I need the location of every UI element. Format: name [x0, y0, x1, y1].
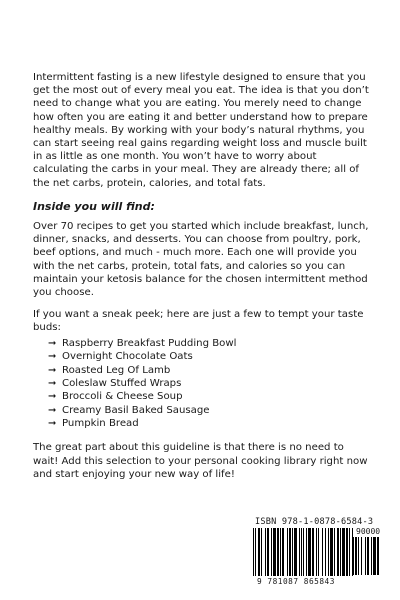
list-item: [48, 377, 369, 390]
price-code: 90000: [356, 527, 381, 536]
barcode-bar: [308, 528, 311, 576]
barcode-bar: [303, 528, 304, 576]
right-arrow-icon: ➞: [48, 404, 57, 416]
barcode-bar: [361, 537, 362, 575]
barcode-bar: [342, 528, 345, 576]
ean-barcode-bars: [253, 528, 353, 576]
list-item: [48, 363, 369, 376]
barcode-bar: [301, 528, 302, 576]
sneak-peek-paragraph: If you want a sneak peek; here are just a few to tempt your taste buds:: [33, 309, 364, 334]
barcode-bar: [318, 528, 319, 576]
price-barcode-bars: [353, 537, 383, 577]
list-item: [48, 404, 369, 417]
isbn-barcode: [249, 513, 386, 587]
barcode-bar: [258, 528, 260, 576]
barcode-bar: [253, 528, 254, 576]
right-arrow-icon: ➞: [48, 418, 57, 430]
barcode-bar: [271, 528, 272, 576]
closing-paragraph: The great part about this guideline is that there is no need to wait! Add this selection to your personal cooking library right now and start enjoying your new way of life!: [33, 442, 368, 480]
right-arrow-icon: ➞: [48, 337, 57, 349]
blurb: [33, 71, 369, 481]
list-item-label: Roasted Leg Of Lamb: [62, 364, 171, 376]
list-item-label: Broccoli & Cheese Soup: [62, 391, 183, 403]
barcode-bar: [325, 528, 326, 576]
recipes-paragraph: Over 70 recipes to get you started which include breakfast, lunch, dinner, snacks, and desserts. You can choose from poultry, pork, beef options, and much - much more. Each one will provide you with the net carbs, protein, total fats, and calories so you can maintain your ketosis balance for the chosen intermittent method you choose.: [33, 221, 369, 299]
barcode-bar: [267, 528, 269, 576]
list-item-label: Pumpkin Bread: [62, 418, 139, 430]
barcode-bar: [337, 528, 339, 576]
barcode-bar: [371, 537, 372, 575]
barcode-bar: [287, 528, 288, 576]
barcode-bar: [289, 528, 291, 576]
right-arrow-icon: ➞: [48, 351, 57, 363]
barcode-bar: [255, 528, 256, 576]
isbn-label: ISBN 978-1-0878-6584-3: [255, 517, 374, 527]
barcode-bar: [312, 528, 314, 576]
list-item: [48, 417, 369, 430]
barcode-bar: [334, 528, 335, 576]
barcode-bar: [265, 528, 266, 576]
right-arrow-icon: ➞: [48, 377, 57, 389]
barcode-bar: [358, 537, 359, 575]
barcode-bar: [328, 528, 329, 576]
barcode-bar: [322, 528, 323, 576]
barcode-bar: [330, 528, 333, 576]
barcode-digits: 9 781087 865843: [257, 577, 335, 586]
recipe-list: [33, 337, 369, 431]
barcode-bar: [365, 537, 366, 575]
list-item: [48, 390, 369, 403]
barcode-bar: [346, 528, 348, 576]
barcode-bar: [373, 537, 376, 575]
intro-paragraph: Intermittent fasting is a new lifestyle designed to ensure that you get the most out of every meal you eat. The idea is that you don’t need to change what you are eating. You merely need to change how often you are eating it and better understand how to prepare healthy meals. By working with your body’s natural rhythms, you can start seeing real gains regarding weight loss and muscle built in as little as one month. You won’t have to worry about calculating the carbs in your meal. They are already there; all of the net carbs, protein, calories, and total fats.: [33, 72, 369, 189]
list-item-label: Overnight Chocolate Oats: [62, 351, 193, 363]
right-arrow-icon: ➞: [48, 391, 57, 403]
barcode-bar: [306, 528, 307, 576]
list-item: [48, 337, 369, 350]
barcode-bar: [280, 528, 281, 576]
barcode-bar: [292, 528, 293, 576]
list-item-label: Raspberry Breakfast Pudding Bowl: [62, 337, 237, 349]
barcode-bar: [277, 528, 279, 576]
barcode-bar: [377, 537, 379, 575]
barcode-bar: [353, 537, 354, 575]
barcode-bar: [340, 528, 341, 576]
barcode-bar: [367, 537, 369, 575]
barcode-bar: [294, 528, 297, 576]
section-heading: Inside you will find:: [33, 199, 155, 213]
barcode-bar: [282, 528, 284, 576]
barcode-bar: [316, 528, 317, 576]
list-item-label: Creamy Basil Baked Sausage: [62, 404, 210, 416]
barcode-bar: [349, 528, 350, 576]
list-item-label: Coleslaw Stuffed Wraps: [62, 377, 182, 389]
barcode-bar: [299, 528, 300, 576]
right-arrow-icon: ➞: [48, 364, 57, 376]
barcode-bar: [355, 537, 357, 575]
list-item: [48, 350, 369, 363]
barcode-bar: [273, 528, 276, 576]
barcode-bar: [261, 528, 262, 576]
